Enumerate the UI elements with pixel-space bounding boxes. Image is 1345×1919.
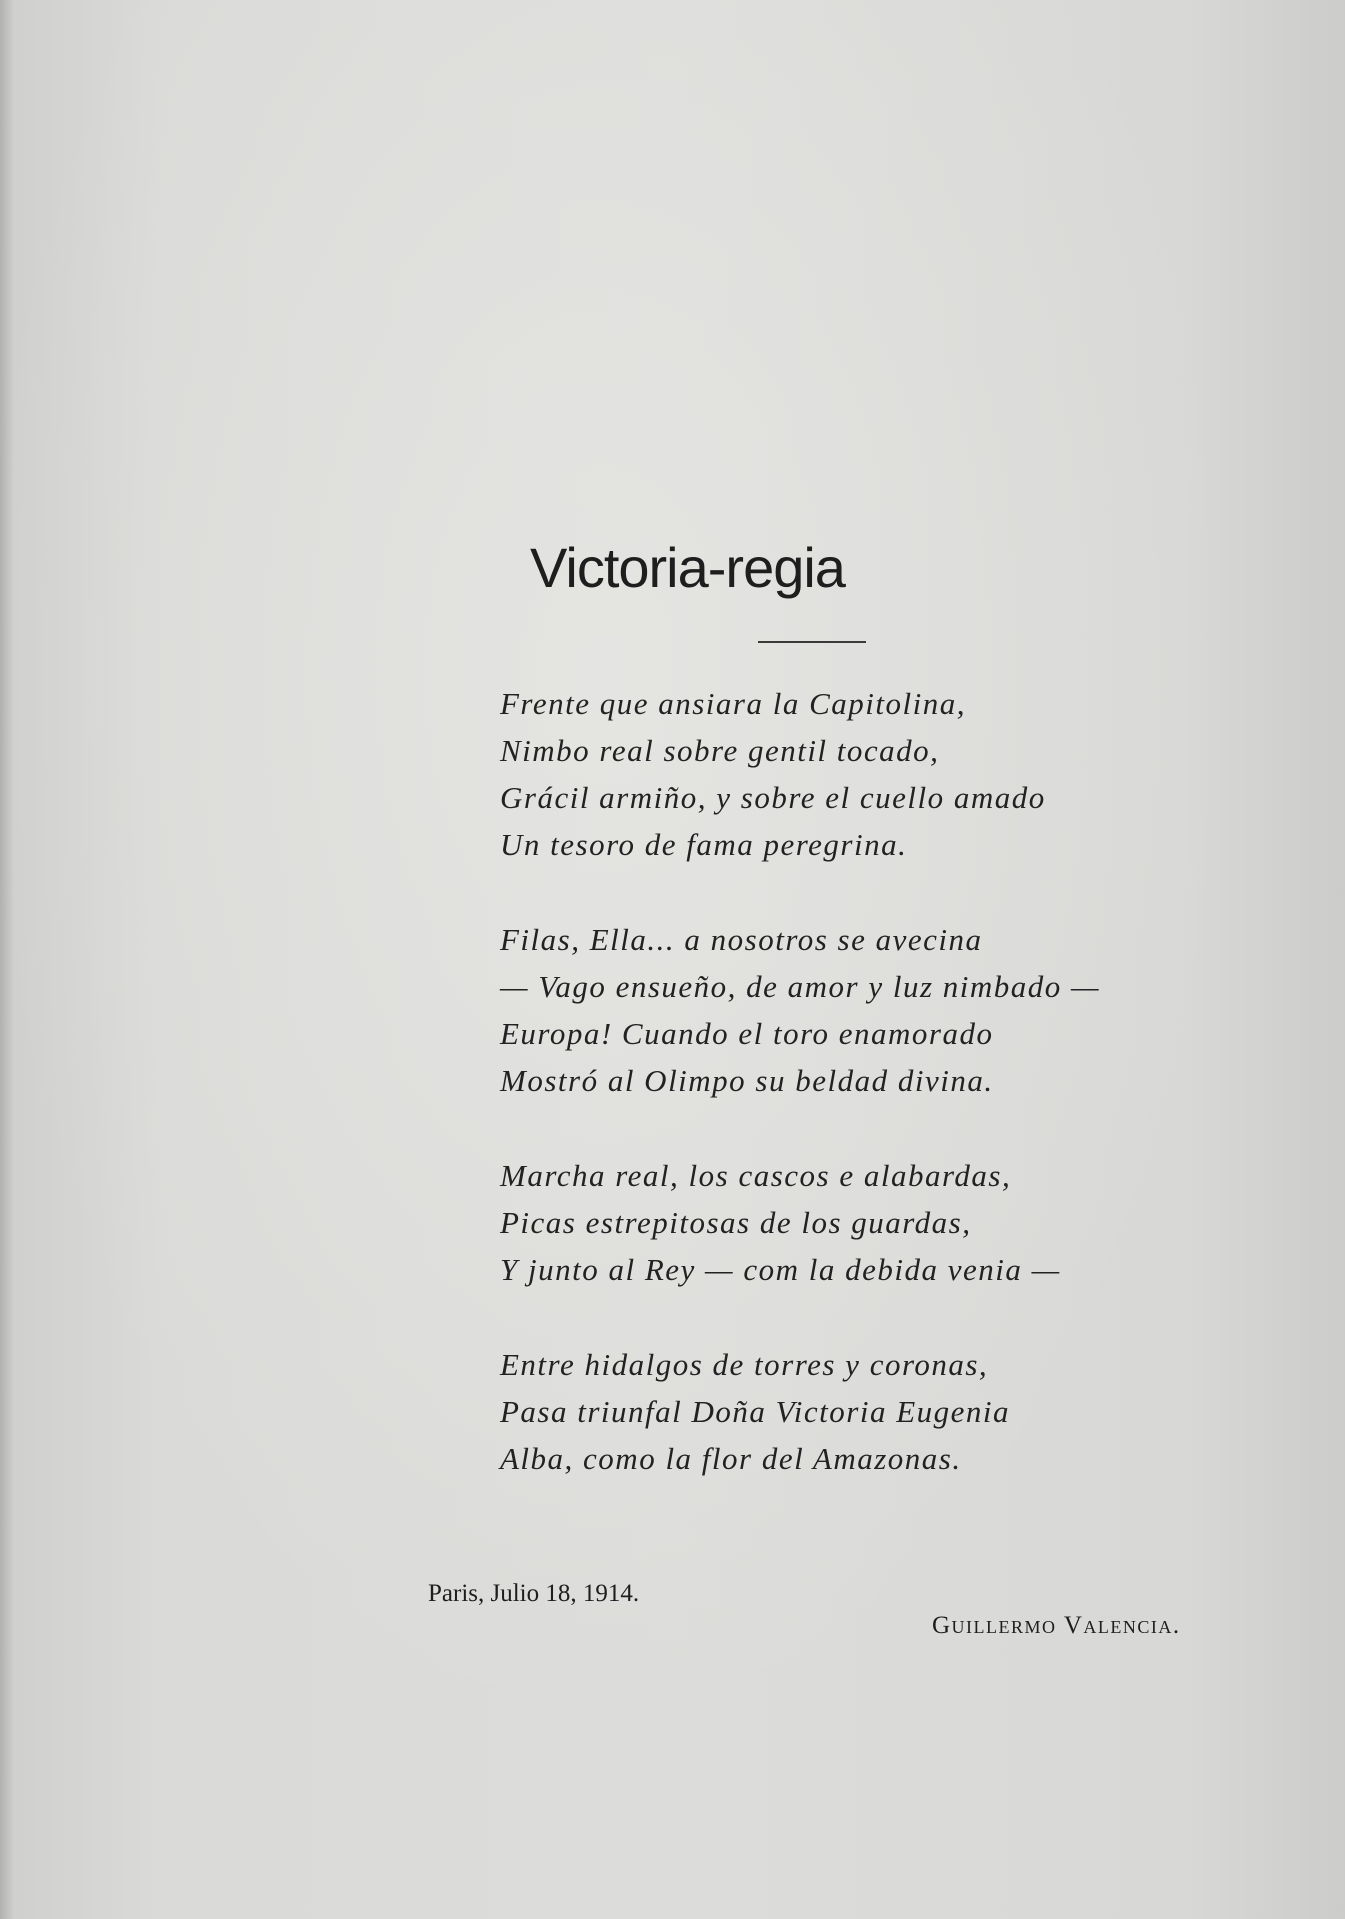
poem-line: Filas, Ella... a nosotros se avecina: [500, 922, 983, 957]
poem-line: Y junto al Rey — com la debida venia —: [500, 1252, 1061, 1287]
page-binding-edge: [0, 0, 14, 1919]
poem-line: Entre hidalgos de torres y coronas,: [500, 1347, 989, 1382]
poem-line: Nimbo real sobre gentil tocado,: [500, 733, 940, 768]
poem-line: Pasa triunfal Doña Victoria Eugenia: [500, 1394, 1011, 1429]
stanza-2: [500, 916, 1140, 1104]
poem-line: Marcha real, los cascos e alabardas,: [500, 1158, 1012, 1193]
poem-line: Un tesoro de fama peregrina.: [500, 827, 908, 862]
stanza-3: [500, 1152, 1140, 1293]
poem-line: — Vago ensueño, de amor y luz nimbado —: [500, 969, 1101, 1004]
poem-title: Victoria-regia: [530, 536, 845, 599]
poem-line: Grácil armiño, y sobre el cuello amado: [500, 780, 1046, 815]
stanza-4: [500, 1341, 1140, 1482]
author-signature: Guillermo Valencia.: [932, 1612, 1181, 1639]
poem-line: Picas estrepitosas de los guardas,: [500, 1205, 972, 1240]
poem-line: Frente que ansiara la Capitolina,: [500, 686, 966, 721]
title-divider: [758, 641, 866, 643]
poem-body: [500, 680, 1140, 1530]
poem-line: Alba, como la flor del Amazonas.: [500, 1441, 962, 1476]
place-date: Paris, Julio 18, 1914.: [428, 1580, 640, 1607]
poem-line: Mostró al Olimpo su beldad divina.: [500, 1063, 994, 1098]
poem-line: Europa! Cuando el toro enamorado: [500, 1016, 994, 1051]
stanza-1: [500, 680, 1140, 868]
